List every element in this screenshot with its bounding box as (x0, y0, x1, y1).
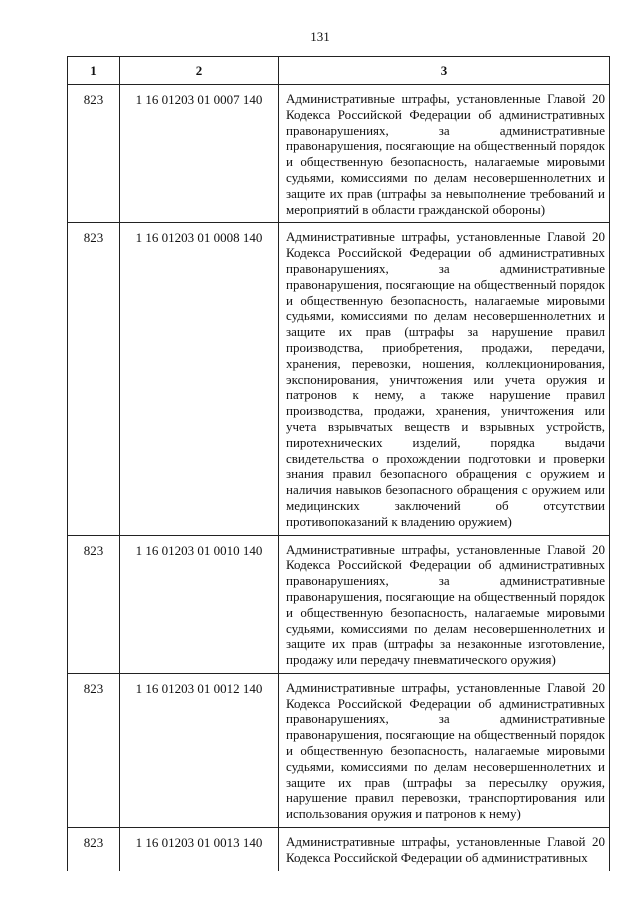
description-text: Административные штрафы, установленные Главой 20 Кодекса Российской Федерации об административных правонарушениях, за административные правонарушения, посягающие на общественный порядок и общественную безопасность, налагаемые мировыми судьями, комиссиями по делам несовершеннолетних и защите их прав (штрафы за незаконные изготовление, продажу или передачу пневматического оружия) (286, 541, 605, 668)
header-col-1: 1 (68, 57, 120, 85)
admin-code-cell: 823 (68, 85, 120, 223)
description-text: Административные штрафы, установленные Главой 20 Кодекса Российской Федерации об административных правонарушениях, за административные правонарушения, посягающие на общественный порядок и общественную безопасность, налагаемые мировыми судьями, комиссиями по делам несовершеннолетних и защите их прав (штрафы за пересылку оружия, нарушение правил перевозки, транспортирования или использования оружия и патронов к нему) (286, 679, 605, 822)
description-cell (279, 85, 610, 223)
table-row (68, 535, 610, 673)
table-row (68, 85, 610, 223)
table-row (68, 223, 610, 535)
description-cell (279, 828, 610, 871)
budget-codes-table (67, 56, 610, 871)
budget-code-cell: 1 16 01203 01 0013 140 (120, 828, 279, 871)
table-row (68, 673, 610, 827)
header-col-2: 2 (120, 57, 279, 85)
admin-code-cell: 823 (68, 673, 120, 827)
admin-code-cell: 823 (68, 828, 120, 871)
description-text: Административные штрафы, установленные Главой 20 Кодекса Российской Федерации об административных правонарушениях, за административные правонарушения, посягающие на общественный порядок и общественную безопасность, налагаемые мировыми судьями, комиссиями по делам несовершеннолетних и защите их прав (штрафы за нарушение правил производства, приобретения, продажи, передачи, хранения, перевозки, ношения, коллекционирования, экспонирования, уничтожения или учета оружия и патронов к нему, а также нарушение правил производства, продажи, хранения, уничтожения или учета взрывчатых веществ и взрывных устройств, пиротехнических изделий, порядка выдачи свидетельства о прохождении подготовки и проверки знания правил безопасного обращения с оружием и наличия навыков безопасного обращения с оружием или медицинских заключений об отсутствии противопоказаний к владению оружием) (286, 229, 605, 529)
description-cell (279, 673, 610, 827)
description-cell (279, 535, 610, 673)
page-number: 131 (310, 29, 330, 44)
budget-code-cell: 1 16 01203 01 0008 140 (120, 223, 279, 535)
table-header-row (68, 57, 610, 85)
budget-code-cell: 1 16 01203 01 0010 140 (120, 535, 279, 673)
budget-code-cell: 1 16 01203 01 0007 140 (120, 85, 279, 223)
description-text: Административные штрафы, установленные Главой 20 Кодекса Российской Федерации об административных (286, 834, 605, 865)
budget-code-cell: 1 16 01203 01 0012 140 (120, 673, 279, 827)
admin-code-cell: 823 (68, 535, 120, 673)
description-cell (279, 223, 610, 535)
table-row (68, 828, 610, 871)
header-col-3: 3 (279, 57, 610, 85)
admin-code-cell: 823 (68, 223, 120, 535)
description-text: Административные штрафы, установленные Главой 20 Кодекса Российской Федерации об административных правонарушениях, за административные правонарушения, посягающие на общественный порядок и общественную безопасность, налагаемые мировыми судьями, комиссиями по делам несовершеннолетних и защите их прав (штрафы за невыполнение требований и мероприятий в области гражданской обороны) (286, 91, 605, 217)
